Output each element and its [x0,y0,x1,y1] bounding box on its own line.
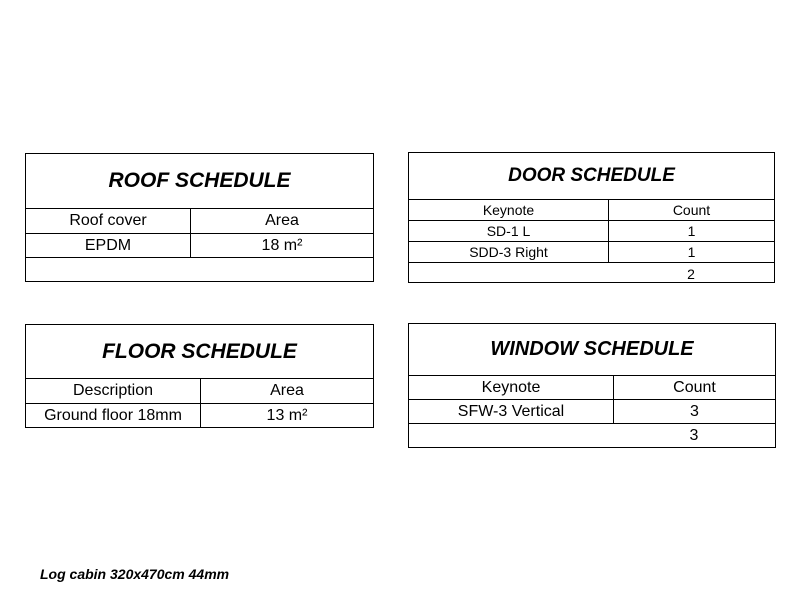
table-cell: EPDM [84,236,132,254]
column-header: Keynote [481,378,541,396]
floor-schedule [25,324,374,428]
table-row [26,234,373,258]
roof-schedule [25,153,374,282]
table-cell: 13 m² [200,404,373,427]
column-header: Count [608,200,774,220]
table-row [409,242,774,263]
table-total-row [409,424,775,447]
door-schedule [408,152,775,283]
table-header-row [26,379,373,404]
table-row [409,221,774,242]
table-cell: SD-1 L [486,223,531,239]
table-total-row [26,258,373,281]
table-header-row [409,200,774,221]
column-header: Count [613,376,775,399]
table-cell: Ground floor 18mm [44,406,182,424]
total-count: 3 [689,426,699,444]
table-cell: SFW-3 Vertical [457,402,565,420]
door-schedule-title: DOOR SCHEDULE [409,153,774,200]
table-row [409,400,775,424]
table-cell [409,424,613,447]
window-schedule-title: WINDOW SCHEDULE [409,324,775,376]
table-cell: 1 [608,221,774,241]
column-header: Keynote [482,202,535,218]
column-header: Area [190,209,373,233]
floor-schedule-title: FLOOR SCHEDULE [26,325,373,379]
roof-schedule-title: ROOF SCHEDULE [26,154,373,209]
table-cell: 1 [608,242,774,262]
column-header: Description [72,382,154,399]
table-header-row [409,376,775,400]
table-total-row [409,263,774,284]
table-cell [409,263,608,284]
table-cell: 3 [613,400,775,423]
table-cell: 18 m² [190,234,373,257]
column-header: Roof cover [69,212,147,229]
column-header: Area [200,379,373,403]
window-schedule [408,323,776,448]
table-cell: SDD-3 Right [469,244,548,260]
drawing-caption: Log cabin 320x470cm 44mm [40,566,230,582]
table-header-row [26,209,373,234]
table-row [26,404,373,427]
total-count: 2 [687,265,695,282]
